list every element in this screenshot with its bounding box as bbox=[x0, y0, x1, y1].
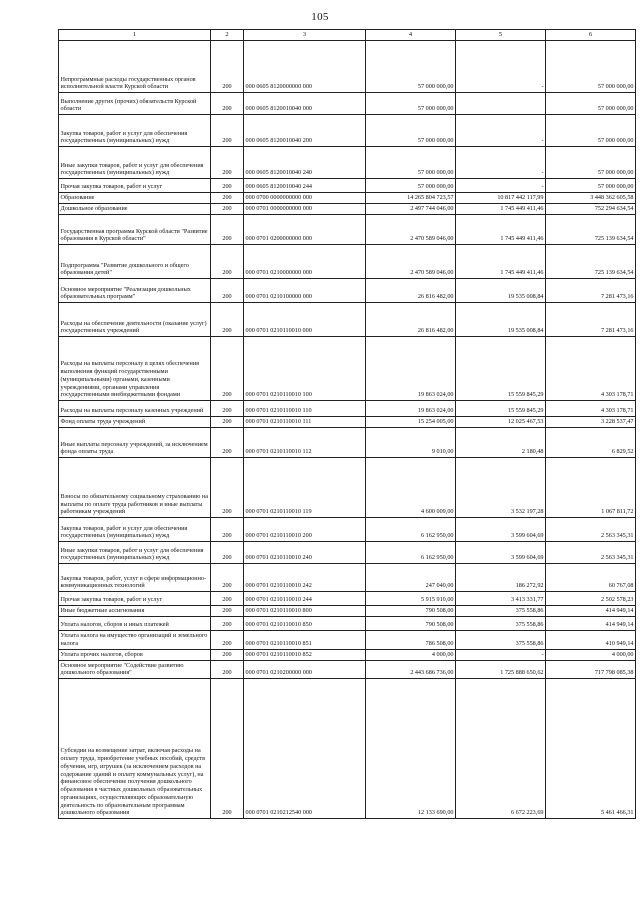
cell-admin: 200 bbox=[211, 542, 244, 564]
cell-remaining: 4 303 178,71 bbox=[546, 337, 636, 401]
cell-approved: 4 000,00 bbox=[366, 649, 456, 660]
cell-name: Расходы на выплаты персоналу в целях обеспечения выполнения функций государственными (муниципальными) органами, казенными учреждениями, органами управления государственными внебюджетными фондами bbox=[59, 337, 211, 401]
cell-admin: 200 bbox=[211, 631, 244, 650]
cell-admin: 200 bbox=[211, 428, 244, 458]
cell-approved: 57 000 000,00 bbox=[366, 179, 456, 193]
cell-remaining: 7 281 473,16 bbox=[546, 303, 636, 337]
cell-remaining: 3 448 362 605,58 bbox=[546, 193, 636, 204]
cell-executed: 12 025 467,53 bbox=[456, 417, 546, 428]
cell-admin: 200 bbox=[211, 193, 244, 204]
cell-code: 000 0700 0000000000 000 bbox=[244, 193, 366, 204]
cell-executed: 375 558,86 bbox=[456, 617, 546, 631]
cell-remaining: 57 000 000,00 bbox=[546, 115, 636, 147]
table-row bbox=[59, 542, 636, 564]
cell-name: Выполнение других (прочих) обязательств Курской области bbox=[59, 93, 211, 115]
table-row bbox=[59, 179, 636, 193]
cell-executed: 15 559 845,29 bbox=[456, 401, 546, 417]
cell-admin: 200 bbox=[211, 303, 244, 337]
cell-approved: 57 000 000,00 bbox=[366, 147, 456, 179]
table-row bbox=[59, 660, 636, 679]
cell-executed: 186 272,92 bbox=[456, 564, 546, 592]
cell-approved: 2 443 686 736,00 bbox=[366, 660, 456, 679]
cell-executed: 3 599 604,69 bbox=[456, 518, 546, 542]
column-header: 2 bbox=[211, 30, 244, 41]
table-row bbox=[59, 93, 636, 115]
table-row bbox=[59, 679, 636, 819]
table-row bbox=[59, 592, 636, 606]
cell-approved: 9 010,00 bbox=[366, 428, 456, 458]
cell-approved: 790 508,00 bbox=[366, 606, 456, 617]
cell-remaining: 57 000 000,00 bbox=[546, 41, 636, 93]
cell-executed: - bbox=[456, 147, 546, 179]
cell-executed: 10 817 442 117,99 bbox=[456, 193, 546, 204]
cell-name: Уплата налога на имущество организаций и земельного налога bbox=[59, 631, 211, 650]
cell-admin: 200 bbox=[211, 617, 244, 631]
cell-executed: 375 558,86 bbox=[456, 606, 546, 617]
cell-name: Государственная программа Курской области "Развитие образования в Курской области" bbox=[59, 215, 211, 245]
cell-remaining: 4 000,00 bbox=[546, 649, 636, 660]
cell-name: Закупка товаров, работ и услуг для обеспечения государственных (муниципальных) нужд bbox=[59, 115, 211, 147]
cell-approved: 6 162 950,00 bbox=[366, 518, 456, 542]
cell-admin: 200 bbox=[211, 215, 244, 245]
cell-name: Взносы по обязательному социальному страхованию на выплаты по оплате труда работников и иные выплаты работникам учреждений bbox=[59, 458, 211, 518]
column-header: 5 bbox=[456, 30, 546, 41]
cell-remaining: 6 829,52 bbox=[546, 428, 636, 458]
cell-remaining: 2 502 578,23 bbox=[546, 592, 636, 606]
cell-admin: 200 bbox=[211, 93, 244, 115]
cell-name: Основное мероприятие "Содействие развитию дошкольного образования" bbox=[59, 660, 211, 679]
cell-admin: 200 bbox=[211, 518, 244, 542]
cell-executed: 19 535 008,84 bbox=[456, 303, 546, 337]
table-row bbox=[59, 215, 636, 245]
cell-executed: 3 532 197,28 bbox=[456, 458, 546, 518]
table-header-row bbox=[59, 30, 636, 41]
table-row bbox=[59, 617, 636, 631]
table-row bbox=[59, 564, 636, 592]
cell-admin: 200 bbox=[211, 204, 244, 215]
cell-approved: 57 000 000,00 bbox=[366, 115, 456, 147]
cell-remaining: 414 949,14 bbox=[546, 617, 636, 631]
table-row bbox=[59, 41, 636, 93]
table-row bbox=[59, 245, 636, 279]
table-row bbox=[59, 204, 636, 215]
cell-admin: 200 bbox=[211, 592, 244, 606]
cell-code: 000 0701 0210200000 000 bbox=[244, 660, 366, 679]
cell-name: Иные бюджетные ассигнования bbox=[59, 606, 211, 617]
cell-admin: 200 bbox=[211, 458, 244, 518]
cell-code: 000 0701 0210110010 200 bbox=[244, 518, 366, 542]
cell-admin: 200 bbox=[211, 115, 244, 147]
cell-approved: 2 470 589 046,00 bbox=[366, 245, 456, 279]
cell-code: 000 0701 0210110010 111 bbox=[244, 417, 366, 428]
cell-approved: 6 162 950,00 bbox=[366, 542, 456, 564]
cell-executed: 3 599 604,69 bbox=[456, 542, 546, 564]
cell-executed: 1 745 449 411,46 bbox=[456, 245, 546, 279]
cell-admin: 200 bbox=[211, 41, 244, 93]
cell-remaining: 57 000 000,00 bbox=[546, 179, 636, 193]
cell-remaining: 2 563 345,31 bbox=[546, 518, 636, 542]
cell-approved: 14 265 804 723,57 bbox=[366, 193, 456, 204]
cell-admin: 200 bbox=[211, 660, 244, 679]
cell-code: 000 0701 0210100000 000 bbox=[244, 279, 366, 303]
cell-name: Прочая закупка товаров, работ и услуг bbox=[59, 592, 211, 606]
cell-admin: 200 bbox=[211, 147, 244, 179]
cell-name: Дошкольное образование bbox=[59, 204, 211, 215]
cell-approved: 19 863 024,00 bbox=[366, 401, 456, 417]
cell-name: Уплата прочих налогов, сборов bbox=[59, 649, 211, 660]
table-row bbox=[59, 303, 636, 337]
cell-code: 000 0701 0210000000 000 bbox=[244, 245, 366, 279]
cell-executed: 19 535 008,84 bbox=[456, 279, 546, 303]
cell-code: 000 0701 0000000000 000 bbox=[244, 204, 366, 215]
cell-admin: 200 bbox=[211, 564, 244, 592]
table-row bbox=[59, 193, 636, 204]
cell-remaining: 57 000 000,00 bbox=[546, 147, 636, 179]
cell-code: 000 0701 0210212540 000 bbox=[244, 679, 366, 819]
cell-executed: 375 558,86 bbox=[456, 631, 546, 650]
cell-name: Непрограммные расходы государственных органов исполнительной власти Курской области bbox=[59, 41, 211, 93]
cell-remaining: 60 767,08 bbox=[546, 564, 636, 592]
cell-code: 000 0701 0200000000 000 bbox=[244, 215, 366, 245]
cell-approved: 26 816 482,00 bbox=[366, 279, 456, 303]
cell-name: Закупка товаров, работ и услуг для обеспечения государственных (муниципальных) нужд bbox=[59, 518, 211, 542]
cell-approved: 12 133 690,00 bbox=[366, 679, 456, 819]
cell-name: Иные закупки товаров, работ и услуг для обеспечения государственных (муниципальных) нужд bbox=[59, 542, 211, 564]
cell-admin: 200 bbox=[211, 245, 244, 279]
cell-code: 000 0701 0210110010 119 bbox=[244, 458, 366, 518]
cell-code: 000 0701 0210110010 112 bbox=[244, 428, 366, 458]
table-row bbox=[59, 458, 636, 518]
page-number: 105 bbox=[311, 11, 329, 23]
cell-code: 000 0701 0210110010 240 bbox=[244, 542, 366, 564]
cell-remaining: 57 000 000,00 bbox=[546, 93, 636, 115]
cell-approved: 57 000 000,00 bbox=[366, 93, 456, 115]
cell-remaining: 752 294 634,54 bbox=[546, 204, 636, 215]
cell-admin: 200 bbox=[211, 179, 244, 193]
cell-executed: 15 559 845,29 bbox=[456, 337, 546, 401]
column-header: 3 bbox=[244, 30, 366, 41]
cell-executed: - bbox=[456, 649, 546, 660]
cell-remaining: 7 281 473,16 bbox=[546, 279, 636, 303]
column-header: 4 bbox=[366, 30, 456, 41]
cell-remaining: 1 067 811,72 bbox=[546, 458, 636, 518]
table-row bbox=[59, 337, 636, 401]
table-row bbox=[59, 631, 636, 650]
cell-remaining: 725 139 634,54 bbox=[546, 215, 636, 245]
cell-approved: 26 816 482,00 bbox=[366, 303, 456, 337]
cell-remaining: 4 303 178,71 bbox=[546, 401, 636, 417]
table-row bbox=[59, 417, 636, 428]
cell-code: 000 0605 8120010040 200 bbox=[244, 115, 366, 147]
cell-admin: 200 bbox=[211, 417, 244, 428]
cell-name: Закупка товаров, работ, услуг в сфере информационно-коммуникационных технологий bbox=[59, 564, 211, 592]
cell-executed: 2 180,48 bbox=[456, 428, 546, 458]
cell-code: 000 0701 0210110010 244 bbox=[244, 592, 366, 606]
cell-approved: 247 040,00 bbox=[366, 564, 456, 592]
cell-code: 000 0701 0210110010 850 bbox=[244, 617, 366, 631]
cell-name: Фонд оплаты труда учреждений bbox=[59, 417, 211, 428]
table-row bbox=[59, 279, 636, 303]
table-row bbox=[59, 649, 636, 660]
cell-code: 000 0701 0210110010 800 bbox=[244, 606, 366, 617]
cell-remaining: 414 949,14 bbox=[546, 606, 636, 617]
cell-code: 000 0701 0210110010 000 bbox=[244, 303, 366, 337]
column-header: 6 bbox=[546, 30, 636, 41]
column-header: 1 bbox=[59, 30, 211, 41]
cell-approved: 19 863 024,00 bbox=[366, 337, 456, 401]
cell-remaining: 410 949,14 bbox=[546, 631, 636, 650]
cell-executed: 6 672 223,69 bbox=[456, 679, 546, 819]
cell-admin: 200 bbox=[211, 279, 244, 303]
cell-remaining: 717 798 085,38 bbox=[546, 660, 636, 679]
cell-code: 000 0605 8120010040 000 bbox=[244, 93, 366, 115]
table-row bbox=[59, 147, 636, 179]
cell-admin: 200 bbox=[211, 606, 244, 617]
table-body bbox=[59, 41, 636, 819]
cell-name: Основное мероприятие "Реализация дошкольных образовательных программ" bbox=[59, 279, 211, 303]
cell-executed bbox=[456, 93, 546, 115]
cell-code: 000 0605 8120010040 240 bbox=[244, 147, 366, 179]
cell-admin: 200 bbox=[211, 401, 244, 417]
cell-approved: 15 254 005,00 bbox=[366, 417, 456, 428]
budget-table bbox=[58, 29, 636, 819]
cell-name: Иные выплаты персоналу учреждений, за исключением фонда оплаты труда bbox=[59, 428, 211, 458]
cell-name: Прочая закупка товаров, работ и услуг bbox=[59, 179, 211, 193]
table-row bbox=[59, 518, 636, 542]
cell-name: Субсидии на возмещение затрат, включая расходы на оплату труда, приобретение учебных пособий, средств обучения, игр, игрушек (за исключением расходов на содержание зданий и оплату коммунальных услуг), на финансовое обеспечение получения дошкольного образования в частных дошкольных образовательных организациях, осуществляющих образовательную деятельность по образовательным программам дошкольного образования bbox=[59, 679, 211, 819]
cell-executed: 1 745 449 411,46 bbox=[456, 215, 546, 245]
cell-code: 000 0701 0210110010 242 bbox=[244, 564, 366, 592]
cell-name: Расходы на обеспечение деятельности (оказание услуг) государственных учреждений bbox=[59, 303, 211, 337]
cell-code: 000 0701 0210110010 852 bbox=[244, 649, 366, 660]
cell-remaining: 5 461 466,31 bbox=[546, 679, 636, 819]
cell-name: Образование bbox=[59, 193, 211, 204]
cell-approved: 2 470 589 046,00 bbox=[366, 215, 456, 245]
cell-executed: 1 745 449 411,46 bbox=[456, 204, 546, 215]
cell-executed: - bbox=[456, 115, 546, 147]
cell-executed: - bbox=[456, 41, 546, 93]
cell-approved: 790 508,00 bbox=[366, 617, 456, 631]
cell-name: Уплата налогов, сборов и иных платежей bbox=[59, 617, 211, 631]
cell-executed: - bbox=[456, 179, 546, 193]
cell-code: 000 0605 8120010040 244 bbox=[244, 179, 366, 193]
cell-executed: 1 725 888 650,62 bbox=[456, 660, 546, 679]
cell-name: Расходы на выплаты персоналу казенных учреждений bbox=[59, 401, 211, 417]
cell-code: 000 0701 0210110010 110 bbox=[244, 401, 366, 417]
cell-name: Подпрограмма "Развитие дошкольного и общего образования детей" bbox=[59, 245, 211, 279]
cell-admin: 200 bbox=[211, 337, 244, 401]
cell-approved: 57 000 000,00 bbox=[366, 41, 456, 93]
cell-approved: 4 600 009,00 bbox=[366, 458, 456, 518]
table-row bbox=[59, 606, 636, 617]
cell-code: 000 0605 8120000000 000 bbox=[244, 41, 366, 93]
cell-approved: 786 508,00 bbox=[366, 631, 456, 650]
cell-approved: 5 915 910,00 bbox=[366, 592, 456, 606]
table-row bbox=[59, 401, 636, 417]
cell-name: Иные закупки товаров, работ и услуг для обеспечения государственных (муниципальных) нужд bbox=[59, 147, 211, 179]
cell-remaining: 725 139 634,54 bbox=[546, 245, 636, 279]
cell-admin: 200 bbox=[211, 679, 244, 819]
cell-admin: 200 bbox=[211, 649, 244, 660]
table-row bbox=[59, 428, 636, 458]
table-row bbox=[59, 115, 636, 147]
cell-approved: 2 497 744 046,00 bbox=[366, 204, 456, 215]
cell-code: 000 0701 0210110010 100 bbox=[244, 337, 366, 401]
cell-code: 000 0701 0210110010 851 bbox=[244, 631, 366, 650]
cell-remaining: 3 228 537,47 bbox=[546, 417, 636, 428]
cell-remaining: 2 563 345,31 bbox=[546, 542, 636, 564]
cell-executed: 3 413 331,77 bbox=[456, 592, 546, 606]
